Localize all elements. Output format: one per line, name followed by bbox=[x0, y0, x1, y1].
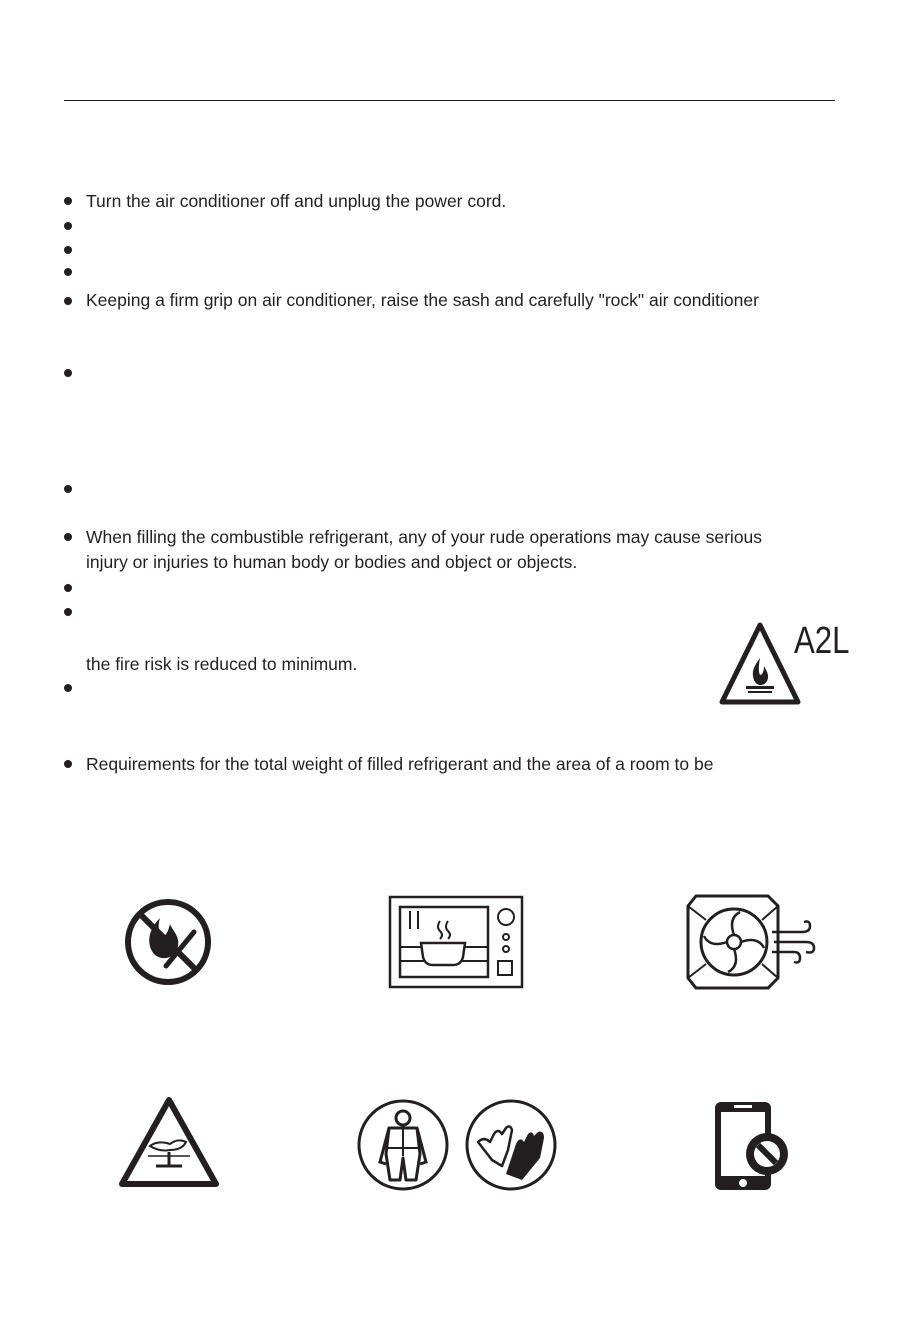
ventilation-fan-icon bbox=[686, 894, 818, 990]
bullet bbox=[64, 369, 72, 377]
bullet bbox=[64, 584, 72, 592]
bullet bbox=[64, 684, 72, 692]
refrigerant-warning-line-1: When filling the combustible refrigerant, any of your rude operations may cause serious bbox=[86, 527, 763, 547]
refrigerant-warning-line-2: injury or injuries to human body or bodies and object or objects. bbox=[86, 552, 578, 572]
refrigerant-weight-requirement: Requirements for the total weight of filled refrigerant and the area of a room to be bbox=[86, 754, 714, 774]
bullet bbox=[64, 485, 72, 493]
bullet bbox=[64, 608, 72, 616]
a2l-label: A2L bbox=[794, 620, 850, 662]
protective-gloves-icon bbox=[464, 1098, 558, 1192]
header-rule bbox=[64, 100, 835, 101]
protective-suit-icon bbox=[356, 1098, 450, 1192]
bullet bbox=[64, 297, 72, 305]
instruction-turn-off: Turn the air conditioner off and unplug the power cord. bbox=[86, 191, 507, 211]
no-mobile-phone-icon bbox=[712, 1100, 792, 1192]
oven-icon bbox=[388, 895, 524, 989]
no-open-flame-icon bbox=[122, 896, 214, 988]
bullet bbox=[64, 222, 72, 230]
flammable-gas-warning-icon bbox=[118, 1096, 220, 1190]
bullet bbox=[64, 197, 72, 205]
a2l-warning-sign bbox=[718, 620, 848, 706]
instruction-rock-unit: Keeping a firm grip on air conditioner, raise the sash and carefully "rock" air conditioner bbox=[86, 290, 759, 310]
bullet bbox=[64, 760, 72, 768]
bullet bbox=[64, 268, 72, 276]
bullet bbox=[64, 533, 72, 541]
bullet bbox=[64, 246, 72, 254]
fire-risk-line: the fire risk is reduced to minimum. bbox=[86, 654, 358, 674]
